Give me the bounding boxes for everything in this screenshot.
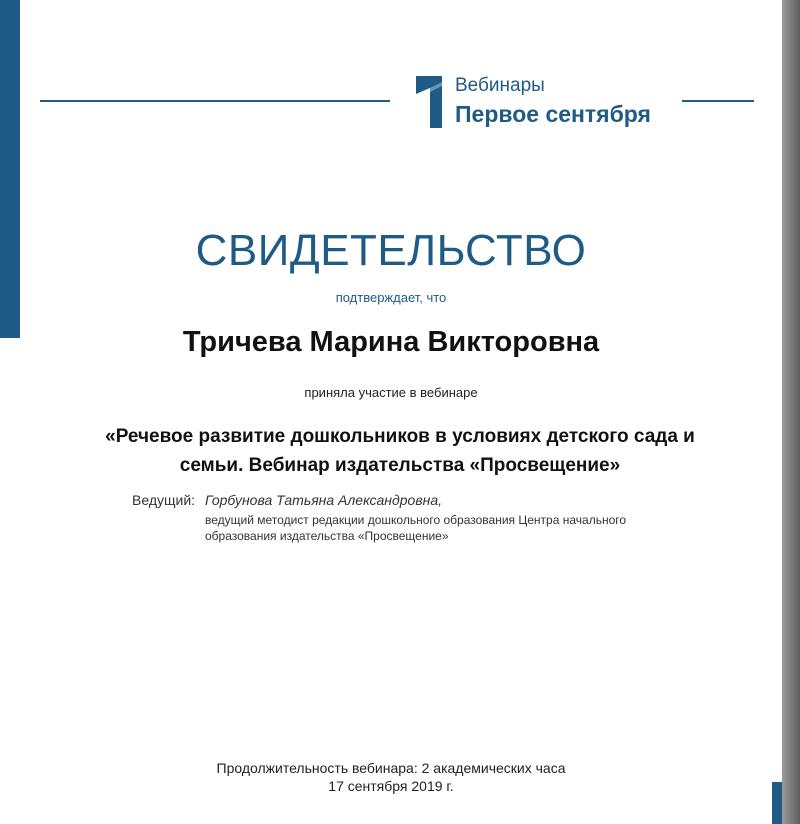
confirms-text: подтверждает, что	[335, 290, 447, 305]
header-rule-left	[40, 100, 390, 102]
logo-big-text: Первое сентября	[455, 101, 651, 127]
number-one-book-icon	[412, 74, 448, 130]
participated-text: приняла участие в вебинаре	[304, 385, 478, 400]
header-rule-right	[682, 100, 754, 102]
certificate-title: СВИДЕТЕЛЬСТВО	[195, 226, 587, 275]
date-text: 17 сентября 2019 г.	[328, 778, 454, 794]
host-label: Ведущий:	[132, 492, 196, 508]
left-accent-bar	[0, 0, 20, 338]
logo-small-text: Вебинары	[455, 75, 545, 96]
host-name: Горбунова Татьяна Александровна,	[205, 492, 443, 508]
viewer-gutter	[782, 0, 800, 824]
host-description: ведущий методист редакции дошкольного образования Центра начального образования издательства «Просвещение»	[205, 513, 627, 543]
webinar-title: «Речевое развитие дошкольников в условиях детского сада и семьи. Вебинар издательства «Просвещение»	[105, 426, 695, 476]
brand-logo	[412, 70, 682, 134]
recipient-name: Тричева Марина Викторовна	[182, 326, 600, 358]
duration-text: Продолжительность вебинара: 2 академических часа	[216, 760, 566, 776]
